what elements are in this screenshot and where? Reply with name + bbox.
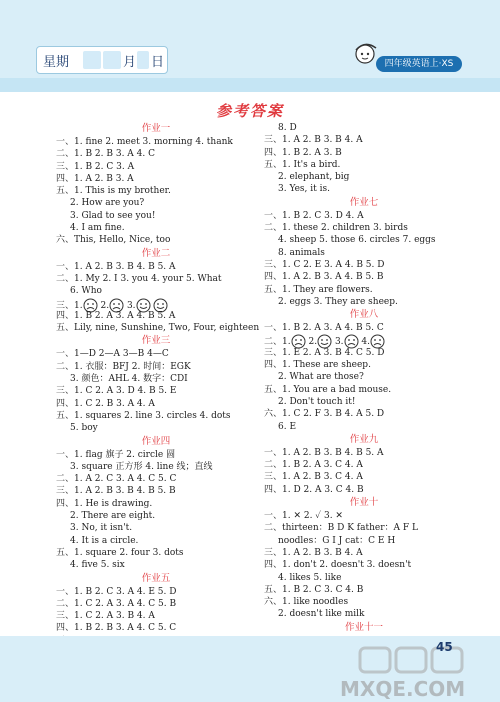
answer-line: 四、1. B 2. B 3. A 4. C 5. C — [56, 623, 177, 634]
answer-line: 三、1. B 2. C 3. A — [56, 161, 135, 172]
face-number: 2. — [100, 300, 110, 311]
answer-line: 五、1. It's a bird. — [264, 159, 341, 170]
answer-line: 四、1. D 2. A 3. C 4. B — [264, 484, 364, 495]
answer-line: 六、This, Hello, Nice, too — [56, 235, 171, 246]
answer-line: 四、1. don't 2. doesn't 3. doesn't — [264, 560, 412, 571]
answer-line: 8. animals — [278, 247, 325, 258]
section-heading: 作业五 — [141, 572, 171, 584]
face-number: 3. — [126, 300, 136, 311]
answer-line: 4. sheep 5. those 6. circles 7. eggs — [278, 235, 436, 246]
section-heading: 作业十一 — [344, 621, 383, 633]
answer-line: 五、1. This is my brother. — [56, 186, 171, 197]
answer-line: 一、1—D 2—A 3—B 4—C — [56, 349, 169, 360]
answer-line: 3. 颜色：AHL 4. 数字：CDI — [70, 374, 188, 385]
answer-line: 一、1. B 2. C 3. A 4. E 5. D — [56, 586, 177, 597]
answer-line: 5. boy — [70, 423, 98, 434]
page-number: 45 — [436, 640, 453, 654]
answer-line: 五、1. You are a bad mouse. — [264, 384, 392, 395]
section-heading: 作业三 — [141, 335, 171, 347]
weekday-slot — [83, 51, 101, 69]
answer-line: 8. D — [278, 123, 297, 133]
section-heading: 作业二 — [141, 247, 171, 259]
month-label: 月 — [123, 55, 137, 70]
answer-line: 五、1. square 2. four 3. dots — [56, 547, 184, 558]
section-heading: 作业七 — [349, 196, 379, 208]
answer-line: 三、1. C 2. A 3. D 4. B 5. E — [56, 386, 177, 397]
answer-line: 四、1. C 2. B 3. A 4. A — [56, 398, 155, 409]
answer-line: 6. E — [278, 421, 297, 432]
answer-line: 一、1. ✕ 2. ✓ 3. ✕ — [264, 511, 343, 522]
answer-line: 五、1. squares 2. line 3. circles 4. dots — [56, 410, 231, 421]
answer-line: 一、1. A 2. B 3. B 4. B 5. A — [264, 447, 384, 458]
answer-line: 四、1. He is drawing. — [56, 498, 153, 509]
right-answer-column — [264, 122, 464, 672]
section-heading: 作业四 — [141, 435, 171, 447]
answer-line: 6. Who — [70, 286, 102, 297]
answer-line: 六、1. C 2. F 3. B 4. A 5. D — [264, 409, 385, 420]
answer-line: 二、thirteen：B D K father：A F L — [264, 523, 418, 534]
answer-line: 一、1. A 2. B 3. B 4. B 5. A — [56, 261, 176, 272]
answer-line: 二、1. B 2. B 3. A 4. C — [56, 149, 155, 160]
answer-line: 三、1. A 2. B 3. B 4. B 5. B — [56, 486, 176, 497]
section-heading: 作业九 — [349, 433, 379, 445]
header-band — [0, 0, 500, 92]
answer-line: 三、1. E 2. A 3. B 4. C 5. D — [264, 347, 385, 358]
answer-line: 4. likes 5. like — [278, 572, 342, 583]
answer-line: 一、1. B 2. C 3. D 4. A — [264, 210, 364, 221]
answer-line: 二、1. My 2. I 3. you 4. your 5. What — [56, 273, 222, 284]
face-answer-line — [56, 298, 256, 310]
answer-line: 四、1. B 2. A 3. B — [264, 147, 342, 158]
answer-line: 一、1. B 2. A 3. A 4. B 5. C — [264, 323, 384, 334]
page-title: 参考答案 — [215, 102, 284, 120]
answer-line: 三、1. A 2. B 3. B 4. A — [264, 547, 363, 558]
day-slot — [137, 51, 149, 69]
header-shade — [0, 78, 500, 92]
answer-line: noodles：G I J cat：C E H — [278, 535, 396, 546]
face-number: 3. — [334, 337, 344, 348]
answer-line: 二、1. B 2. A 3. C 4. A — [264, 460, 363, 471]
answer-line: 二、1. A 2. C 3. A 4. C 5. C — [56, 474, 177, 485]
section-heading: 作业一 — [141, 123, 171, 134]
answer-line: 2. What are those? — [278, 372, 364, 383]
answer-line: 二、1. 衣服：BFJ 2. 时间：EGK — [56, 361, 191, 372]
watermark-logo — [330, 644, 500, 702]
answer-line: 二、1. C 2. A 3. A 4. C 5. B — [56, 598, 177, 609]
answer-line: 五、1. They are flowers. — [264, 284, 373, 295]
answer-line: 三、1. C 2. E 3. A 4. B 5. D — [264, 259, 385, 270]
answer-line: 3. No, it isn't. — [70, 523, 133, 534]
weekday-label: 星期 — [43, 55, 70, 70]
answer-line: 2. There are eight. — [70, 511, 156, 522]
answer-line: 2. elephant, big — [278, 172, 350, 183]
answer-line: 一、1. fine 2. meet 3. morning 4. thank — [56, 137, 233, 147]
answer-line: 二、1. these 2. children 3. birds — [264, 223, 408, 234]
grade-label: 四年级英语上·XS — [376, 56, 462, 72]
answer-line: 3. square 正方形 4. line 线；直线 — [70, 461, 213, 472]
watermark-text: MXQE.COM — [340, 677, 466, 701]
answer-line: 2. eggs 3. They are sheep. — [278, 296, 398, 307]
answer-line: 2. Don't touch it! — [278, 396, 356, 407]
answer-line: 2. doesn't like milk — [278, 609, 365, 620]
face-answer-line — [264, 334, 464, 346]
section-heading: 作业十 — [349, 497, 379, 509]
face-prefix: 二、1. — [264, 337, 291, 348]
answer-line: 三、1. C 2. A 3. B 4. A — [56, 611, 155, 622]
answer-line: 三、1. A 2. B 3. B 4. A — [264, 135, 363, 146]
answer-line: 四、1. These are sheep. — [264, 360, 371, 371]
date-box — [36, 46, 168, 74]
answer-line: 三、1. A 2. B 3. C 4. A — [264, 472, 363, 483]
answer-line: 一、1. flag 旗子 2. circle 圆 — [56, 449, 176, 460]
answer-line: 3. Yes, it is. — [278, 184, 330, 195]
face-number: 4. — [361, 337, 370, 348]
answer-line: 2. How are you? — [70, 198, 145, 209]
face-number: 2. — [308, 337, 318, 348]
answer-line: 四、1. A 2. B 3. A — [56, 173, 134, 184]
answer-line: 4. It is a circle. — [70, 535, 139, 546]
day-label: 日 — [151, 55, 165, 70]
answer-line: 六、1. like noodles — [264, 597, 349, 608]
answer-line: 四、1. A 2. B 3. A 4. B 5. B — [264, 272, 384, 283]
left-answer-column — [56, 122, 260, 686]
section-heading: 作业八 — [349, 309, 379, 321]
face-prefix: 三、1. — [56, 300, 83, 311]
month-slot — [103, 51, 121, 69]
answer-line: 4. five 5. six — [70, 560, 125, 571]
answer-line: 4. I am fine. — [70, 223, 125, 234]
answer-line: 3. Glad to see you! — [70, 210, 156, 221]
answer-line: 五、Lily, nine, Sunshine, Two, Four, eighteen — [56, 323, 260, 334]
answer-line: 五、1. B 2. C 3. C 4. B — [264, 584, 364, 595]
answer-line: 四、1. B 2. A 3. A 4. B 5. A — [56, 310, 176, 321]
